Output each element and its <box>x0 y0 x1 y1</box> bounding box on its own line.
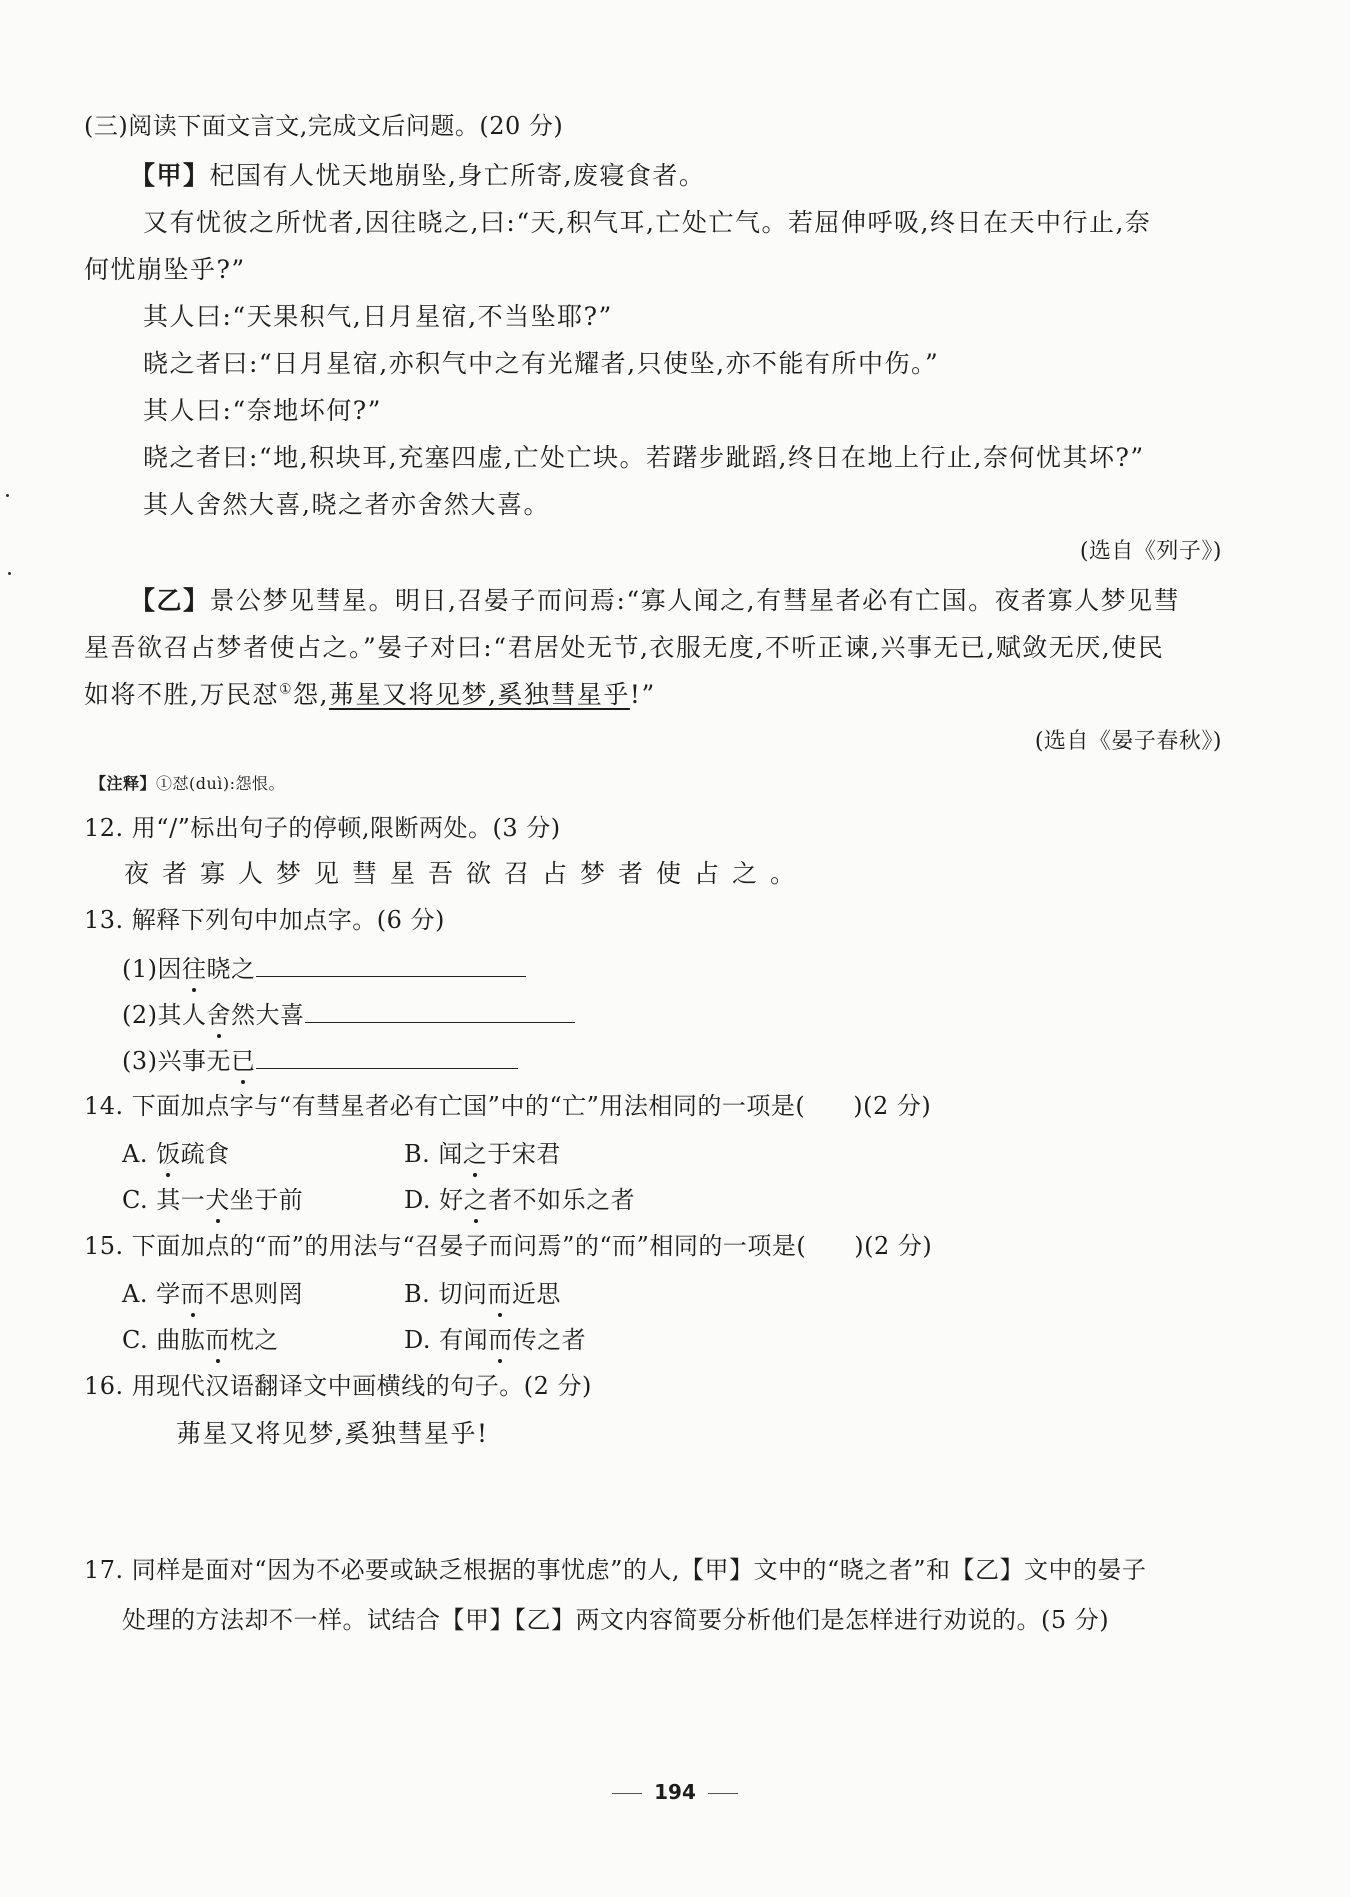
question-14-option-d[interactable]: D. 好之者不如乐之者 <box>404 1186 636 1214</box>
answer-blank-1[interactable] <box>256 952 526 977</box>
passage-jia-tag: 【甲】 <box>130 161 210 190</box>
question-15-stem: 15. 下面加点的“而”的用法与“召晏子而问焉”的“而”相同的一项是( )(2 分) <box>84 1232 933 1260</box>
scan-mark <box>8 572 11 575</box>
question-14-option-a[interactable]: A. 饭疏食 <box>122 1140 230 1168</box>
passage-jia-line-6: 其人曰:“奈地坏何?” <box>143 396 382 425</box>
passage-yi-source: (选自《晏子春秋》) <box>1034 729 1222 754</box>
section-header: (三)阅读下面文言文,完成文后问题。(20 分) <box>84 112 564 140</box>
question-15-option-a[interactable]: A. 学而不思则罔 <box>122 1280 304 1308</box>
scan-mark <box>6 494 9 497</box>
passage-jia-line-7: 晓之者曰:“地,积块耳,充塞四虚,亡处亡块。若躇步跐蹈,终日在地上行止,奈何忧其坏?” <box>143 443 1145 472</box>
passage-yi-tag: 【乙】 <box>130 586 210 615</box>
question-15-option-d[interactable]: D. 有闻而传之者 <box>404 1326 587 1354</box>
question-17-line-2: 处理的方法却不一样。试结合【甲】【乙】两文内容简要分析他们是怎样进行劝说的。(5 分) <box>122 1606 1110 1634</box>
question-13-item-2: (2)其人舍然大喜 <box>122 998 575 1031</box>
question-15-option-b[interactable]: B. 切问而近思 <box>404 1280 561 1308</box>
question-14-stem: 14. 下面加点字与“有彗星者必有亡国”中的“亡”用法相同的一项是( )(2 分) <box>84 1092 932 1120</box>
answer-blank-3[interactable] <box>256 1044 518 1069</box>
passage-jia-line-1: 【甲】杞国有人忧天地崩坠,身亡所寄,废寝食者。 <box>130 161 706 190</box>
question-16-sentence: 茀星又将见梦,奚独彗星乎! <box>176 1419 489 1448</box>
question-13-item-1: (1)因往晓之 <box>122 952 526 985</box>
passage-jia-line-8: 其人舍然大喜,晓之者亦舍然大喜。 <box>143 490 550 519</box>
question-13-stem: 13. 解释下列句中加点字。(6 分) <box>84 906 445 934</box>
question-13-item-3: (3)兴事无已 <box>122 1044 518 1077</box>
passage-jia-line-3: 何忧崩坠乎?” <box>84 255 246 284</box>
passage-yi-line-1: 【乙】景公梦见彗星。明日,召晏子而问焉:“寡人闻之,有彗星者必有亡国。夜者寡人梦见彗 <box>130 586 1181 615</box>
dotted-char: 舍 <box>206 1001 231 1029</box>
question-15-option-c[interactable]: C. 曲肱而枕之 <box>122 1326 279 1354</box>
passage-jia-line-4: 其人曰:“天果积气,日月星宿,不当坠耶?” <box>143 302 613 331</box>
passage-jia-line-2: 又有忧彼之所忧者,因往晓之,曰:“天,积气耳,亡处亡气。若屈伸呼吸,终日在天中行止,奈 <box>143 208 1152 237</box>
question-16-stem: 16. 用现代汉语翻译文中画横线的句子。(2 分) <box>84 1372 592 1400</box>
passage-jia-line-5: 晓之者曰:“日月星宿,亦积气中之有光耀者,只使坠,亦不能有所中伤。” <box>143 349 940 378</box>
dotted-char: 已 <box>231 1047 256 1075</box>
answer-blank-2[interactable] <box>305 998 575 1023</box>
passage-yi-line-3: 如将不胜,万民怼①怨,茀星又将见梦,奚独彗星乎!” <box>84 680 656 709</box>
question-14-option-b[interactable]: B. 闻之于宋君 <box>404 1140 561 1168</box>
footnote-marker: ① <box>278 681 294 698</box>
question-17-line-1: 17. 同样是面对“因为不必要或缺乏根据的事忧虑”的人,【甲】文中的“晓之者”和【乙】文中的晏子 <box>84 1556 1147 1584</box>
passage-yi-line-2: 星吾欲召占梦者使占之。”晏子对曰:“君居处无节,衣服无度,不听正谏,兴事无已,赋敛无厌,使民 <box>84 633 1165 662</box>
question-12-sentence: 夜者寡人梦见彗星吾欲召占梦者使占之。 <box>124 859 809 888</box>
dotted-char: 往 <box>182 955 207 983</box>
passage-jia-source: (选自《列子》) <box>1079 539 1222 564</box>
page-number: 194 <box>590 1778 760 1806</box>
question-12-stem: 12. 用“/”标出句子的停顿,限断两处。(3 分) <box>84 814 561 842</box>
underlined-sentence: 茀星又将见梦,奚独彗星乎 <box>328 680 630 709</box>
annotation-note: 【注释】①怼(duì):怨恨。 <box>90 774 286 793</box>
question-14-option-c[interactable]: C. 其一犬坐于前 <box>122 1186 304 1214</box>
